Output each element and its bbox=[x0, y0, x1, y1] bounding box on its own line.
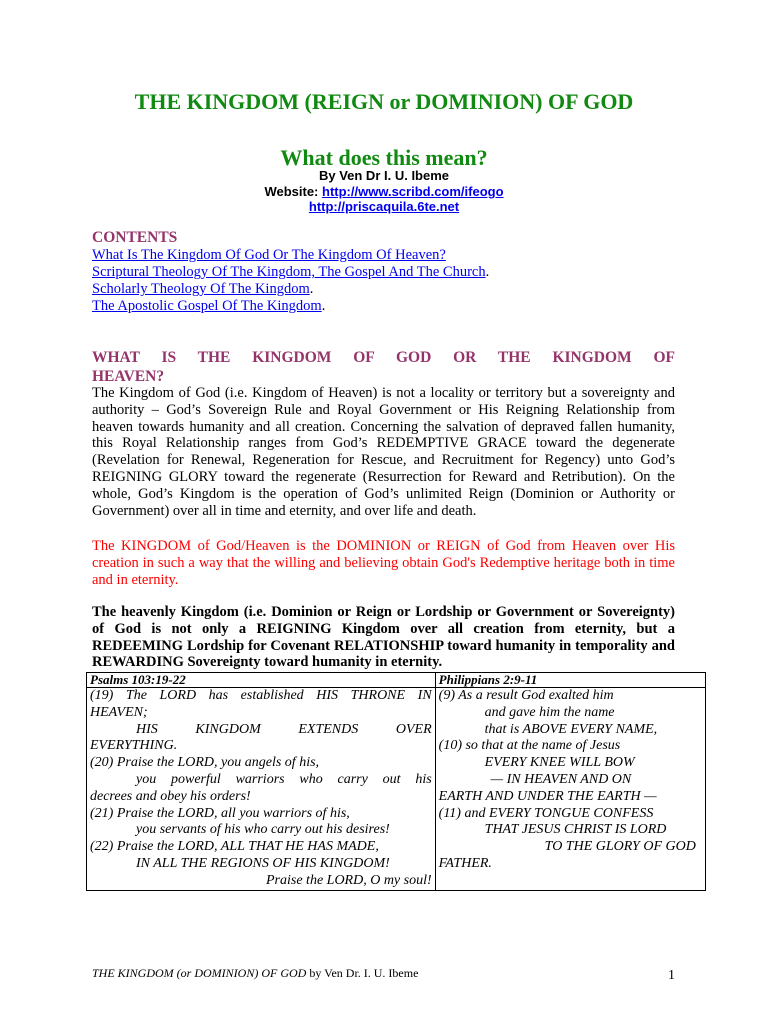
philippians-line: and gave him the name bbox=[484, 704, 615, 720]
page-number: 1 bbox=[668, 968, 675, 983]
psalms-line: HEAVEN; bbox=[90, 704, 148, 720]
toc-suffix-3: . bbox=[309, 281, 314, 297]
toc-link-4[interactable]: The Apostolic Gospel Of The Kingdom bbox=[92, 298, 322, 314]
philippians-line: THAT JESUS CHRIST IS LORD bbox=[484, 822, 667, 838]
website-link-scribd[interactable]: http://www.scribd.com/ifeogo bbox=[322, 184, 504, 199]
toc-link-3[interactable]: Scholarly Theology Of The Kingdom bbox=[92, 281, 310, 297]
paragraph-highlight: The KINGDOM of God/Heaven is the DOMINION or REIGN of God from Heaven over His creation in such a way that the willing and believing obtain God's Redemptive heritage both in time and in eternity. bbox=[92, 538, 675, 588]
psalms-line: (22) Praise the LORD, ALL THAT HE HAS MADE, bbox=[90, 839, 379, 855]
psalms-line: decrees and obey his orders! bbox=[90, 788, 251, 804]
footer-title: THE KINGDOM (or DOMINION) OF GOD bbox=[92, 966, 307, 980]
psalms-line: EVERYTHING. bbox=[90, 738, 178, 754]
psalms-line: (20) Praise the LORD, you angels of his, bbox=[90, 755, 320, 771]
philippians-line: (9) As a result God exalted him bbox=[438, 688, 614, 703]
psalms-line: you powerful warriors who carry out his bbox=[136, 771, 432, 787]
document-subtitle: What does this mean? bbox=[280, 145, 488, 170]
psalms-cell bbox=[87, 688, 436, 891]
toc-item-2 bbox=[92, 264, 489, 281]
document-title: THE KINGDOM (REIGN or DOMINION) OF GOD bbox=[134, 89, 634, 114]
website-link-priscaquila[interactable]: http://priscaquila.6te.net bbox=[308, 199, 460, 214]
toc-suffix-2: . bbox=[485, 264, 490, 280]
psalms-line: IN ALL THE REGIONS OF HIS KINGDOM! bbox=[136, 855, 390, 871]
philippians-line: EARTH AND UNDER THE EARTH — bbox=[438, 788, 657, 804]
scripture-table bbox=[86, 672, 706, 891]
website-label: Website: bbox=[264, 184, 319, 199]
psalms-heading: Psalms 103:19-22 bbox=[87, 673, 436, 688]
philippians-line: EVERY KNEE WILL BOW bbox=[484, 755, 635, 771]
philippians-line: FATHER. bbox=[438, 855, 492, 871]
toc-item-4 bbox=[92, 298, 325, 315]
toc-link-1[interactable]: What Is The Kingdom Of God Or The Kingdom Of Heaven? bbox=[92, 247, 446, 263]
footer bbox=[92, 966, 418, 981]
psalms-line: (21) Praise the LORD, all you warriors of his, bbox=[90, 805, 350, 821]
website-line bbox=[100, 184, 668, 200]
section-heading-cont: HEAVEN? bbox=[92, 368, 165, 385]
paragraph-bold: The heavenly Kingdom (i.e. Dominion or Reign or Lordship or Government or Sovereignty) of God is not only a REIGNING Kingdom over all creation from eternity, but a REDEEMING Lordship for Covenant RELATIONSHIP toward humanity in temporality and REWARDING Sovereignty toward humanity in eternity. bbox=[92, 604, 675, 671]
philippians-line: — IN HEAVEN AND ON bbox=[490, 771, 632, 787]
section-heading: WHAT IS THE KINGDOM OF GOD OR THE KINGDOM OF bbox=[92, 349, 675, 366]
toc-suffix-4: . bbox=[321, 298, 326, 314]
philippians-line: TO THE GLORY OF GOD bbox=[544, 839, 696, 855]
footer-byline: by Ven Dr. I. U. Ibeme bbox=[306, 966, 419, 980]
philippians-line: (11) and EVERY TONGUE CONFESS bbox=[438, 805, 654, 821]
psalms-line: HIS KINGDOM EXTENDS OVER bbox=[136, 721, 432, 737]
toc-item-1 bbox=[92, 247, 446, 264]
psalms-line: you servants of his who carry out his desires! bbox=[136, 822, 390, 838]
toc-item-3 bbox=[92, 281, 313, 298]
website-line-2 bbox=[100, 199, 668, 215]
author-line: By Ven Dr I. U. Ibeme bbox=[318, 168, 450, 183]
philippians-cell bbox=[435, 688, 705, 891]
contents-heading: CONTENTS bbox=[92, 229, 178, 246]
paragraph-definition: The Kingdom of God (i.e. Kingdom of Heaven) is not a locality or territory but a sovereignty and authority – God’s Sovereign Rule and Royal Government or His Reigning Relationship from heaven towards humanity and all creation. Concerning the salvation of depraved fallen humanity, this Royal Relationship ranges from God’s REDEMPTIVE GRACE toward the degenerate (Revelation for Renewal, Regeneration for Rescue, and Recruitment for Regency) unto God’s REIGNING GLORY toward the regenerate (Resurrection for Reward and Retribution). On the whole, God’s Kingdom is the operation of God’s unlimited Reign (Dominion or Authority or Government) over all in time and eternity, and over life and death. bbox=[92, 385, 675, 519]
philippians-line: that is ABOVE EVERY NAME, bbox=[484, 721, 658, 737]
toc-link-2[interactable]: Scriptural Theology Of The Kingdom, The Gospel And The Church bbox=[92, 264, 486, 280]
philippians-line: (10) so that at the name of Jesus bbox=[438, 738, 621, 754]
psalms-line: Praise the LORD, O my soul! bbox=[266, 872, 432, 888]
psalms-line: (19) The LORD has established HIS THRONE IN bbox=[90, 688, 432, 703]
philippians-heading: Philippians 2:9-11 bbox=[435, 673, 705, 688]
